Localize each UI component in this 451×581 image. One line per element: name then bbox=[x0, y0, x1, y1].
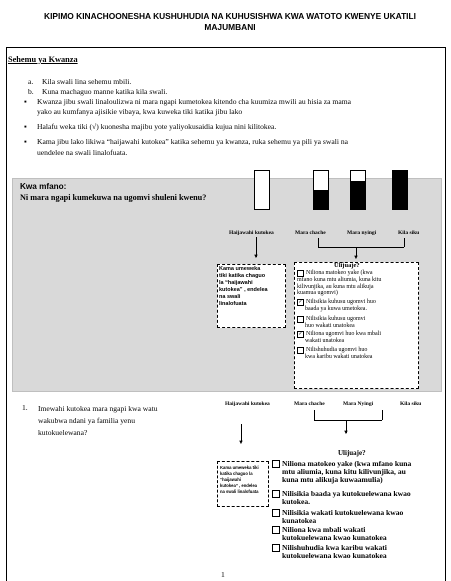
question-1-number: 1. bbox=[22, 403, 28, 412]
q1-skip-note-line: kutokea” , endelea bbox=[220, 483, 258, 488]
bullet-3-line1: Kama jibu lako likiwa “haijawahi kutokea” katika sehemu ya kwanza, ruka sehemu ya pili ya swali na bbox=[37, 137, 349, 146]
q1-freq-label-rarely: Mara chache bbox=[294, 401, 325, 407]
arrow-down-icon: ▼ bbox=[353, 255, 359, 261]
checkbox[interactable] bbox=[297, 270, 304, 277]
bar-fill bbox=[314, 190, 328, 209]
bracket-bottom bbox=[318, 247, 404, 248]
frequency-bar-rarely bbox=[313, 170, 329, 210]
example-option-4: ✓ Niliona ugomvi huo kwa mbali wakati unatokea bbox=[298, 331, 381, 344]
example-option-1: Niliona matokeo yake (kwa mfano kuna mtu aliumia, kuna kitu kilivunjika, au kuna mtu alikuja kuamua ugomvi) bbox=[297, 270, 382, 296]
freq-label-rarely: Mara chache bbox=[295, 230, 326, 236]
bullet-icon: ▪ bbox=[24, 122, 27, 131]
bar-fill bbox=[351, 181, 365, 210]
arrow-down-icon: ▼ bbox=[253, 254, 259, 260]
freq-label-often: Mara nyingi bbox=[347, 230, 377, 236]
skip-note-line: na swali bbox=[219, 294, 241, 300]
section-heading: Sehemu ya Kwanza bbox=[8, 55, 78, 64]
example-option-2: ✓ Nilisikia kuhusu ugomvi huo baada ya kuwa umetokea. bbox=[298, 299, 376, 312]
example-option-5: Nilishuhudia ugomvi huo kwa karibu wakati unatokea bbox=[297, 347, 415, 361]
checkbox[interactable] bbox=[297, 347, 304, 354]
example-question: Ni mara ngapi kumekuwa na ugomvi shuleni kwenu? bbox=[20, 193, 207, 202]
q1-option-3: Nilisikia wakati kutokuelewana kwao kunatokea bbox=[272, 509, 444, 525]
skip-note-line: Kama umeweka bbox=[219, 266, 261, 272]
arrow-down-icon: ▼ bbox=[238, 440, 244, 446]
q1-freq-label-often: Mara Nyingi bbox=[343, 401, 374, 407]
arrow-down-icon: ▼ bbox=[343, 430, 349, 436]
bullet-1-line1: Kwanza jibu swali linaloulizwa ni mara ngapi kumetokea kitendo cha kuumiza mwili au hisia za mama bbox=[37, 97, 351, 106]
example-label: Kwa mfano: bbox=[20, 182, 67, 191]
frequency-bar-often bbox=[350, 170, 366, 210]
frequency-bar-daily bbox=[392, 170, 408, 210]
bar-fill bbox=[393, 171, 407, 209]
frequency-bar-never bbox=[254, 170, 270, 210]
q1-freq-label-daily: Kila siku bbox=[400, 401, 422, 407]
skip-note-line: linalofuata bbox=[219, 301, 247, 307]
bullet-2-line1: Halafu weka tiki (√) kuonesha majibu yote yaliyokusaidia kujua nini kilitokea. bbox=[37, 122, 277, 131]
bullet-3-line2: uendelee na swali linalofuata. bbox=[37, 148, 128, 157]
page-number: 1 bbox=[221, 570, 225, 579]
q1-option-1: Niliona matokeo yake (kwa mfano kuna mtu aliumia, kuna kitu kilivunjika, au kuna mtu alikuja kuwaamulia) bbox=[272, 460, 444, 484]
bracket-right bbox=[382, 410, 383, 420]
q1-skip-note-line: katika chaguo la bbox=[220, 471, 253, 476]
q1-option-4: Niliona kwa mbali wakati kutokuelewana kwao kunatokea bbox=[272, 526, 444, 542]
bullet-1-line2: yako au kumfanya ajisikie vibaya, kwa kuweka tiki katika jibu lako bbox=[37, 107, 243, 116]
frame-top-border bbox=[6, 47, 446, 48]
bullet-icon: ▪ bbox=[24, 97, 27, 106]
frame-right-border bbox=[445, 47, 446, 581]
frame-left-border bbox=[6, 47, 7, 581]
q1-skip-note-line: na swali linalofuata bbox=[220, 489, 259, 494]
instruction-b-text: Kuna machaguo manne katika kila swali. bbox=[42, 87, 168, 96]
checkbox-checked[interactable]: ✓ bbox=[298, 300, 303, 305]
instruction-a-marker: a. bbox=[28, 77, 34, 86]
checkbox[interactable] bbox=[297, 316, 304, 323]
bullet-icon: ▪ bbox=[24, 137, 27, 146]
skip-note-line: kutokea” , endelea bbox=[219, 287, 268, 293]
skip-note-line: tiki katika chaguo bbox=[219, 273, 266, 279]
bracket-right bbox=[404, 238, 405, 247]
checkbox-checked[interactable]: ✓ bbox=[298, 332, 303, 337]
q1-skip-note-line: Kama umeweka tiki bbox=[220, 465, 259, 470]
q1-freq-label-never: Haijawahi kutokea bbox=[225, 401, 270, 407]
instruction-a-text: Kila swali lina sehemu mbili. bbox=[42, 77, 132, 86]
freq-label-daily: Kila siku bbox=[398, 230, 420, 236]
question-1-text: Imewahi kutokea mara ngapi kwa watu wakubwa ndani ya familia yenu kutokuelewana? bbox=[38, 404, 158, 437]
instruction-b-marker: b. bbox=[28, 87, 34, 96]
example-option-3: Nilisikia kuhusu ugomvi huo wakati unatokea bbox=[297, 316, 415, 330]
followup-title: Ulijuaje? bbox=[334, 262, 360, 269]
freq-label-never: Haijawahi kutokea bbox=[229, 230, 274, 236]
bracket-left bbox=[318, 238, 319, 247]
q1-option-5: Nilishuhudia kwa karibu wakati kutokuelewana kwao kunatokea bbox=[272, 544, 444, 560]
bracket-bottom bbox=[314, 420, 382, 421]
q1-skip-note-line: “haijawahi bbox=[220, 477, 241, 482]
q1-followup-title: Ulijuaje? bbox=[338, 449, 366, 457]
document-title: KIPIMO KINACHOONESHA KUSHUHUDIA NA KUHUSISHWA KWA WATOTO KWENYE UKATILI MAJUMBANI bbox=[44, 11, 416, 32]
bracket-left bbox=[314, 410, 315, 420]
q1-option-2: Nilisikia baada ya kutokuelewana kwao kutokea. bbox=[272, 490, 444, 506]
skip-note-line: la “haijawahi bbox=[219, 280, 253, 286]
